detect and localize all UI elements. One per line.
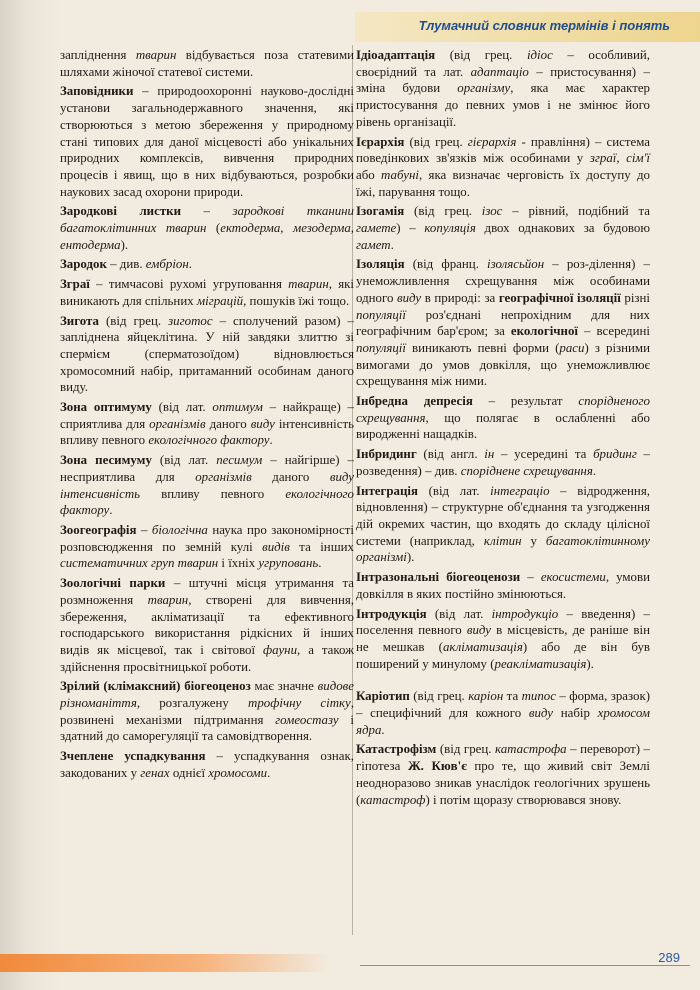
left-column bbox=[60, 47, 354, 785]
entry-text: набір bbox=[552, 706, 598, 721]
entry-term: Ж. Кюв'є bbox=[407, 759, 467, 774]
entry-term: Ідіоадаптація bbox=[356, 48, 436, 62]
entry-text: , створені для вивчення, збереження, акліматизації та ефективного господарського використання рідкісних й інших видів як місцевої, так і світової bbox=[60, 592, 354, 657]
entry-term: Каріотип bbox=[356, 689, 410, 704]
entry-text: , яка визначає черговість їх доступу до їжі, парування тощо. bbox=[356, 167, 650, 199]
entry-term: Інтеграція bbox=[356, 483, 418, 498]
entry-italic: систематичних груп тварин bbox=[60, 556, 219, 571]
entry-text: – bbox=[181, 204, 233, 219]
entry-text: , bbox=[616, 151, 627, 166]
entry-text: та bbox=[503, 689, 522, 704]
dictionary-entry bbox=[60, 452, 354, 519]
entry-text: – роз-ділення) – унеможливлення схрещування між особинами одного bbox=[356, 257, 650, 305]
entry-text: (від грец. bbox=[404, 204, 482, 219]
entry-text: даного bbox=[251, 469, 330, 484]
entry-italic: акліматизація bbox=[442, 639, 523, 654]
entry-italic: організму bbox=[457, 81, 511, 96]
footer-color-bar bbox=[0, 954, 330, 972]
entry-term: Зона оптимуму bbox=[60, 400, 152, 415]
entry-text: – усередині та bbox=[494, 447, 594, 462]
dictionary-entry bbox=[356, 134, 650, 201]
entry-text: - правління) – система поведінкових зв'язків між особинами у bbox=[356, 134, 650, 166]
dictionary-entry bbox=[356, 741, 650, 808]
entry-text: – bbox=[136, 522, 152, 537]
entry-text: , пошуків їжі тощо. bbox=[243, 293, 350, 308]
entry-text: (від грец. bbox=[404, 134, 468, 149]
entry-text: (від грец. bbox=[98, 313, 169, 328]
entry-italic: гамете bbox=[356, 221, 397, 236]
entry-text: в природі: за bbox=[421, 290, 499, 305]
entry-italic: гомеостазу bbox=[275, 712, 339, 727]
entry-text: відбувається поза статевими шляхами жіночої статевої системи. bbox=[60, 48, 354, 79]
right-column bbox=[356, 47, 650, 811]
entry-italic: спорідненого схрещування bbox=[356, 394, 650, 425]
entry-italic: інтродукціо bbox=[491, 606, 559, 621]
entry-text: , які виникають для спільних bbox=[60, 277, 355, 308]
entry-italic: тварин bbox=[147, 592, 189, 607]
entry-text: . bbox=[109, 503, 113, 518]
dictionary-entry bbox=[356, 203, 650, 253]
entry-text: – всередині bbox=[578, 324, 650, 339]
entry-text: (від лат. bbox=[151, 400, 213, 415]
entry-text: . bbox=[188, 257, 192, 272]
entry-term: Зоологічні парки bbox=[60, 576, 166, 591]
entry-text: – природоохоронні науково-дослідні установи загальнодержавного значення, які створюються з метою збереження у природному стані типових для даної місцевості або унікальних природних комплексів, вивчення природних процесів і явищ, що в них відбуваються, розробки наукових засад охорони природи. bbox=[60, 84, 354, 199]
entry-text: має значне bbox=[250, 679, 318, 694]
entry-term: Інбридинг bbox=[356, 447, 417, 462]
entry-italic: хромосоми bbox=[208, 765, 268, 780]
entry-text: – сполучений разом) – запліднена яйцеклітина. У ній завдяки злиттю зі спермієм (сперматозоїдом) відновлюється хромосомний набір, притаманний особинам даного виду. bbox=[60, 313, 355, 395]
entry-text: або bbox=[356, 167, 382, 182]
entry-text: ). bbox=[120, 237, 129, 252]
entry-text: (від англ. bbox=[416, 447, 485, 462]
entry-italic: каріон bbox=[468, 689, 504, 704]
entry-italic: угруповань bbox=[258, 556, 319, 571]
entry-italic: виду інтенсивність bbox=[60, 469, 355, 501]
entry-italic: ембріон bbox=[145, 257, 189, 272]
entry-term: Зчеплене успадкування bbox=[60, 749, 206, 764]
entry-italic: раси bbox=[559, 340, 585, 355]
entry-text: – найкраще) – сприятлива для bbox=[60, 400, 354, 431]
dictionary-entry bbox=[60, 522, 354, 572]
entry-term: Ієрархія bbox=[356, 134, 405, 149]
entry-term: Зародкові листки bbox=[60, 204, 182, 219]
entry-text: – рівний, подібний та bbox=[502, 204, 651, 219]
entry-italic: популяції bbox=[356, 340, 406, 355]
entry-text: виникають певні форми ( bbox=[405, 340, 560, 355]
entry-text: , розгалужену bbox=[136, 696, 249, 711]
entry-text: . bbox=[269, 433, 273, 448]
entry-italic: зиготос bbox=[168, 313, 213, 328]
entry-text: . bbox=[592, 463, 597, 478]
entry-text: – див. bbox=[106, 257, 146, 272]
entry-italic: хромосом ядра bbox=[356, 706, 650, 737]
entry-text: у bbox=[521, 533, 546, 548]
dictionary-entry bbox=[356, 688, 650, 738]
entry-text: – форма, зразок) – специфічний для кожного bbox=[356, 689, 651, 721]
entry-italic: екологічного фактору bbox=[148, 433, 270, 448]
entry-text: – переворот) – гіпотеза bbox=[356, 742, 650, 774]
entry-italic: споріднене схрещування bbox=[460, 463, 593, 478]
page-number: 289 bbox=[658, 950, 680, 965]
entry-term: Інтразональні біогеоценози bbox=[356, 570, 521, 585]
entry-term: Зрілий (клімаксний) біогеоценоз bbox=[60, 679, 251, 694]
entry-italic: зграї bbox=[589, 151, 617, 166]
entry-text: – розведення) – див. bbox=[356, 447, 651, 478]
entry-italic: ідіос bbox=[526, 48, 553, 62]
entry-text: ) з різними вимогами до умов довкілля, що унеможливлює схрещування між ними. bbox=[356, 340, 650, 389]
entry-italic: організмів bbox=[195, 469, 252, 484]
entry-text: ) або де він був поширений у минулому ( bbox=[356, 639, 650, 671]
entry-text: . bbox=[390, 237, 394, 252]
entry-term: Заповідники bbox=[60, 84, 134, 99]
dictionary-entry bbox=[60, 47, 354, 80]
dictionary-entry bbox=[356, 256, 650, 390]
entry-text: інтенсивність впливу певного bbox=[60, 416, 354, 448]
entry-italic: оптимум bbox=[212, 400, 263, 415]
entry-italic: тварин bbox=[135, 48, 177, 62]
entry-italic: виду bbox=[250, 416, 275, 431]
entry-text: – особливий, своєрідний та лат. bbox=[356, 48, 650, 79]
dictionary-entry bbox=[356, 393, 650, 443]
entry-text: роз'єднані непрохідним для них географічним бар'єром; за bbox=[356, 307, 650, 339]
entry-text: – результат bbox=[472, 394, 579, 409]
entry-text: – найгірше) – несприятлива для bbox=[60, 453, 354, 484]
entry-text: – введення) – поселення певного bbox=[356, 606, 650, 638]
dictionary-entry bbox=[60, 748, 354, 781]
entry-italic: інтеграціо bbox=[490, 483, 550, 498]
entry-italic: виду bbox=[466, 623, 491, 638]
dictionary-entry bbox=[60, 83, 354, 200]
entry-term: Катастрофізм bbox=[356, 742, 437, 757]
entry-text: та інших bbox=[289, 539, 354, 554]
entry-italic: генах bbox=[140, 765, 170, 780]
entry-italic: зародкові тканини багатоклітинних тварин bbox=[60, 204, 354, 236]
entry-italic: песимум bbox=[216, 453, 263, 468]
entry-italic: багатоклітинному організмі bbox=[356, 533, 650, 565]
entry-text: – bbox=[520, 570, 541, 585]
entry-term: Зона песимуму bbox=[60, 453, 152, 468]
entry-text: ( bbox=[206, 221, 221, 236]
entry-text: впливу певного bbox=[140, 486, 286, 501]
entry-italic: фауни bbox=[263, 642, 298, 657]
entry-text: . bbox=[381, 722, 385, 737]
entry-term: Ізогамія bbox=[356, 204, 405, 219]
entry-term: географічної ізоляції bbox=[498, 290, 621, 305]
entry-text: , а також здійснення просвітницької роботи. bbox=[60, 642, 354, 674]
entry-text: – штучні місця утримання та розмноження bbox=[60, 576, 354, 607]
entry-term: Ізоляція bbox=[356, 257, 405, 272]
dictionary-entry bbox=[356, 569, 650, 602]
entry-italic: ізос bbox=[481, 204, 503, 219]
entry-text: ) – bbox=[396, 221, 425, 236]
entry-italic: міграцій bbox=[196, 293, 244, 308]
entry-italic: тварин bbox=[288, 277, 329, 292]
entry-italic: бридинг bbox=[593, 447, 637, 462]
entry-italic: біологічна bbox=[151, 522, 208, 537]
footer-line bbox=[360, 965, 690, 966]
entry-italic: катастроф bbox=[360, 792, 426, 807]
dictionary-entry bbox=[60, 256, 354, 273]
entry-text: ). bbox=[586, 656, 594, 671]
entry-text: – успадкування ознак, закодованих у bbox=[60, 749, 354, 780]
entry-term: Зграї bbox=[60, 277, 90, 292]
dictionary-entry bbox=[356, 606, 650, 673]
dictionary-entry bbox=[356, 47, 650, 131]
entry-text: , розвинені механізми підтримання bbox=[60, 696, 354, 727]
entry-italic: табуні bbox=[381, 167, 419, 182]
entry-italic: екологічного фактору bbox=[60, 486, 354, 518]
entry-text: і їхніх bbox=[218, 556, 259, 571]
dictionary-entry bbox=[60, 276, 354, 309]
header-title: Тлумачний словник термінів і понять bbox=[418, 18, 670, 33]
entry-text: в місцевість, де раніше він не мешкав ( bbox=[356, 623, 650, 654]
entry-text: про те, що живий світ Землі неодноразово зникав унаслідок геологічних зрушень ( bbox=[356, 759, 650, 807]
entry-term: Інтродукція bbox=[356, 606, 427, 621]
entry-term: Зародок bbox=[60, 257, 107, 272]
entry-term: Зигота bbox=[60, 313, 99, 328]
entry-italic: клітин bbox=[483, 533, 522, 548]
entry-text: запліднення bbox=[60, 48, 136, 62]
entry-italic: гамет bbox=[356, 237, 391, 252]
entry-italic: ізолясьйон bbox=[487, 257, 545, 272]
entry-italic: катастрофа bbox=[495, 742, 567, 757]
dictionary-entry bbox=[60, 313, 354, 397]
entry-text: двох однакових за будовою bbox=[475, 221, 650, 236]
entry-text: ). bbox=[406, 550, 415, 565]
entry-italic: адаптаціо bbox=[470, 64, 529, 79]
entry-italic: популяції bbox=[356, 307, 406, 322]
entry-text: – тимчасові рухомі угруповання bbox=[89, 277, 289, 292]
entry-text: наука про закономірності розповсюдження по земній кулі bbox=[60, 522, 354, 554]
entry-term: екологічної bbox=[510, 324, 578, 339]
entry-text: (від лат. bbox=[417, 483, 491, 498]
entry-italic: типос bbox=[521, 689, 556, 704]
entry-text: (від лат. bbox=[426, 606, 492, 621]
entry-text: . bbox=[318, 556, 322, 571]
dictionary-entry bbox=[60, 678, 354, 745]
entry-italic: реакліматизація bbox=[494, 656, 587, 671]
entry-text: . bbox=[267, 765, 271, 780]
entry-text: і здатний до саморегуляції та самовідтворення. bbox=[60, 712, 354, 744]
entry-term: Зоогеографія bbox=[60, 522, 137, 537]
entry-italic: ін bbox=[484, 447, 495, 462]
entry-term: Інбредна депресія bbox=[356, 394, 473, 409]
entry-text: (від грец. bbox=[409, 689, 469, 704]
page-binding-shadow bbox=[0, 0, 60, 990]
dictionary-entry bbox=[60, 203, 354, 253]
entry-text: (від грец. bbox=[436, 742, 496, 757]
entry-italic: видів bbox=[262, 539, 290, 554]
entry-italic: виду bbox=[528, 706, 553, 721]
dictionary-entry bbox=[60, 575, 354, 675]
entry-italic: трофічну сітку bbox=[248, 696, 351, 711]
dictionary-entry bbox=[60, 399, 354, 449]
entry-text: різні bbox=[620, 290, 650, 305]
entry-italic: організмів bbox=[149, 416, 206, 431]
entry-text: однієї bbox=[169, 765, 209, 780]
entry-italic: ектодерма, мезодерма, ентодерма bbox=[60, 221, 354, 252]
entry-italic: гієрархія bbox=[467, 134, 517, 149]
entry-text: – пристосування) – зміна будови bbox=[356, 64, 650, 96]
dictionary-entry bbox=[356, 446, 650, 479]
entry-italic: видове різноманіття bbox=[60, 679, 354, 711]
entry-text: ) і потім щоразу створювався знову. bbox=[425, 792, 622, 807]
entry-text: , умови довкілля в яких постійно змінюються. bbox=[356, 570, 650, 601]
entry-text: даного bbox=[205, 416, 251, 431]
entry-text: (від франц. bbox=[404, 257, 488, 272]
entry-text: , яка має характер пристосування до певних умов і не змінює його рівень організації. bbox=[356, 81, 650, 129]
entry-italic: копуляція bbox=[424, 221, 476, 236]
entry-text: , що полягає в ослабленні або виродженні нащадків. bbox=[356, 410, 650, 442]
entry-text: – відродження, відновлення) – структурне об'єднання та узгодження дій окремих частин, що входять до складу цілісної системи (наприклад, bbox=[356, 483, 650, 548]
entry-text: (від грец. bbox=[435, 48, 527, 62]
entry-text: (від лат. bbox=[151, 453, 217, 468]
entry-italic: екосистеми bbox=[540, 570, 606, 585]
entry-italic: сім'ї bbox=[626, 151, 650, 166]
dictionary-entry bbox=[356, 483, 650, 567]
entry-italic: виду bbox=[396, 290, 422, 305]
